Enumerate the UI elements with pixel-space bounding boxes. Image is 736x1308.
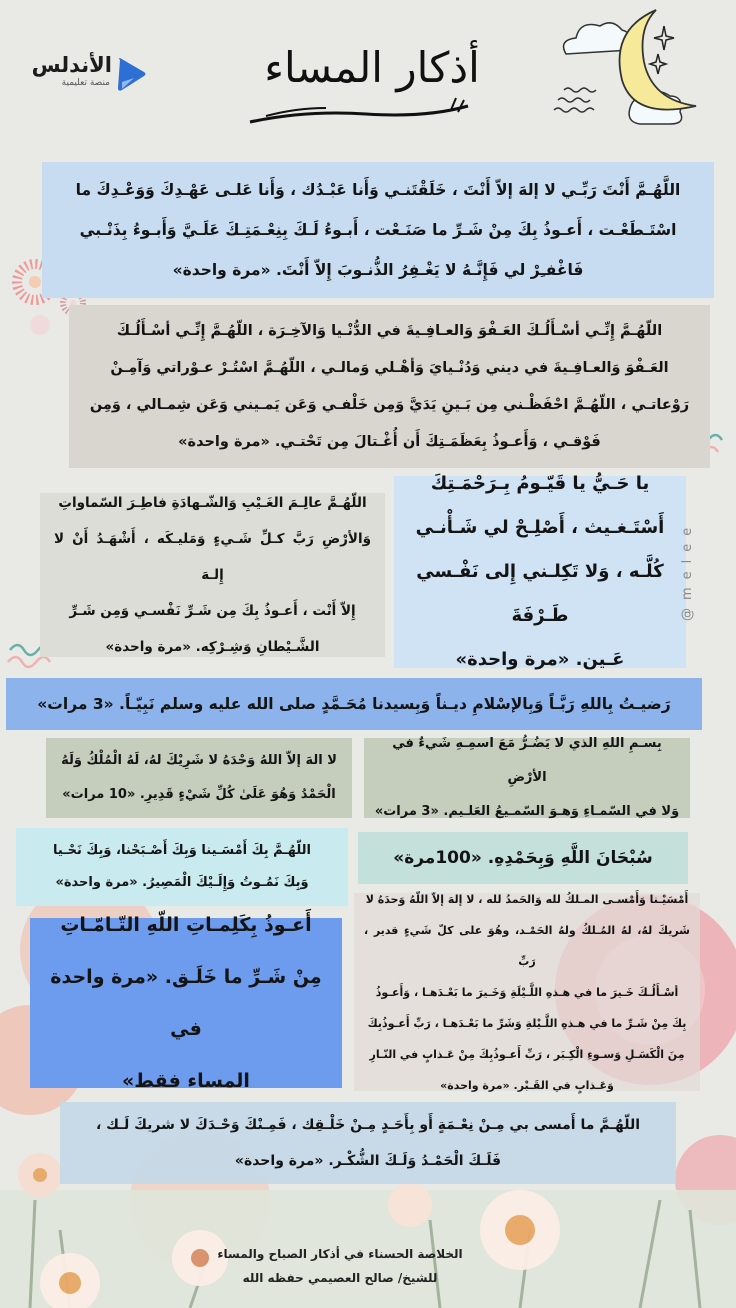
play-icon: [114, 56, 148, 92]
dhikr-line: أَمْسَيْـنا وَأَمْسـى المـلكُ لله وَالحَمدُ لله ، لا إلهَ إلاّ اللّهُ وَحدَهُ لا: [365, 892, 689, 906]
dhikr-line: رَضيـتُ بِاللهِ رَبَّـاً وَبِالإسْلامِ ديـناً وَبِسيدنا مُحَـمَّدٍ صلى الله عليه وسلم نَبِيّـاً. «3 مرات»: [37, 695, 671, 713]
star-icon: [650, 26, 674, 74]
dhikr-line: إِلاّ أَنْت ، أَعـوذُ بِكَ مِن شَـرِّ نَفْسـي وَمِن شَـرِّ: [69, 603, 356, 619]
dhikr-card-ma-amsa-bi-min-nimah: [60, 1102, 676, 1184]
dhikr-line: مِنْ شَـرِّ ما خَلَـق. «مرة واحدة في: [50, 966, 322, 1040]
dhikr-card-afw-wal-afiyah: [69, 305, 710, 468]
dhikr-line: شَريكَ لهُ، لهُ المُـلكُ ولهُ الحَمْـد، وهُوَ على كلّ شَيءٍ قدير ، رَبِّ: [364, 923, 690, 968]
dhikr-line: وَعَـذابٍ في القَـبْر. «مرة واحدة»: [440, 1078, 614, 1092]
wave-lines: [554, 88, 596, 112]
social-handle: @melee: [680, 519, 695, 621]
dhikr-line: فَوْقـي ، وَأَعـوذُ بِعَظَمَـتِكَ أَن أُغْـتالَ مِن تَحْتـي. «مرة واحدة»: [178, 433, 601, 450]
dhikr-card-sayyid-al-istighfar: [42, 162, 714, 298]
brand-name: الأندلس: [31, 53, 112, 77]
dhikr-line: بِسـمِ اللهِ الذي لا يَضُـرُّ مَعَ اسمِـهِ شَيءٌ في الأرْضِ: [392, 736, 662, 785]
dhikr-line: اسْتَـطَعْـت ، أَعـوذُ بِكَ مِنْ شَـرِّ ما صَنَـعْت ، أَبـوءُ لَـكَ بِنِعْـمَتِـكَ عَلَـيَّ وَأَبـوءُ بِذَنْـبي: [79, 221, 677, 239]
source-credit: [180, 1242, 500, 1290]
dhikr-line: اللّهُـمَّ ما أَمسى بي مِـنْ نِعْـمَةٍ أَو بِأَحَـدٍ مِـنْ خَلْـقِك ، فَمِـنْكَ وَحْـدَكَ لا شريكَ لَـك ،: [95, 1117, 641, 1133]
dhikr-line: بِكَ مِنْ شَـرِّ ما في هـذهِ اللَّـيْلةِ وَشَرِّ ما بَعْـدَهـا ، رَبِّ أَعـوذُبِكَ: [367, 1016, 687, 1030]
dhikr-line: رَوْعاتـي ، اللّهُـمَّ احْفَظْـني مِن بَـينِ يَدَيَّ وَمِن خَلْفـي وَعَن يَمـيني وَعَن شِمـالي ، وَمِن: [89, 396, 690, 413]
dhikr-card-amsayna-wa-amsal-mulk: [354, 893, 700, 1091]
dhikr-line: العَـفْوَ وَالعـافِـيةَ في ديني وَدُنْـيايَ وَأهْـلي وَمالـي ، اللّهُـمَّ اسْتُـرْ عـوْراتي وَآمِـنْ: [110, 359, 669, 376]
dhikr-card-audhu-bikalimatillah: [30, 914, 342, 1092]
brand-logo[interactable]: [26, 52, 148, 96]
dhikr-line: الْحَمْدُ وَهُوَ عَلَىٰ كُلِّ شَيْءٍ قَدِيرِ. «10 مرات»: [62, 787, 336, 802]
dhikr-line: فَلَـكَ الْحَمْـدُ وَلَـكَ الشُّكْـر. «مرة واحدة»: [234, 1153, 502, 1169]
brand-tagline: منصة تعليمية: [61, 78, 110, 88]
source-book-title: الخلاصة الحسناء في أذكار الصباح والمساء: [217, 1247, 463, 1261]
dhikr-card-alim-al-ghayb: [40, 493, 385, 657]
dhikr-line: وَلا في السّمـاءِ وَهـوَ السّمـيعُ العَلـيم. «3 مرات»: [374, 804, 680, 819]
dhikr-card-bismillah-alladhi: [364, 738, 690, 818]
dhikr-line: سُبْحَانَ اللَّهِ وَبِحَمْدِهِ. «100مرة»: [393, 848, 653, 868]
dhikr-line: اللّهُـمَّ إِنِّـي أسْـأَلُـكَ العَـفْوَ وَالعـافِـيةَ في الدُّنْـيا وَالآخِـرَة ، اللّهُـمَّ إِنِّـي أسْـأَلُـكَ: [116, 322, 663, 339]
dhikr-line: اللّهُـمَّ عالِـمَ الغَـيْبِ وَالشّـهادَةِ فاطِـرَ السّماواتِ: [58, 495, 367, 511]
dhikr-line: وَبِكَ نَمُـوتُ وَإِلَـيْكَ الْمَصِيرُ. «مرة واحدة»: [55, 875, 309, 890]
dhikr-line: أسْـأَلُـكَ خَـيرَ ما في هـذهِ اللَّـيْلَةِ وَخَـيرَ ما بَعْـدَهـا ، وَأَعـوذُ: [375, 985, 679, 999]
dhikr-line: لا الهَ إلاّ اللهُ وَحْدَهُ لا شَرِيْكَ لهُ، لَهُ الْمُلْكُ وَلَهُ: [61, 753, 337, 768]
dhikr-card-subhanallah-wa-bihamdih: [358, 832, 688, 884]
dhikr-line: أَسْتَـغـيث ، أَصْلِـحْ لي شَـأْنـي: [415, 517, 665, 538]
dhikr-line: عَـين. «مرة واحدة»: [455, 649, 625, 670]
dhikr-line: مِنَ الْكَسَـلِ وَسـوءِ الْكِـبَر ، رَبِّ أَعـوذُبِكَ مِنْ عَـذابٍ في النّـارِ: [369, 1047, 685, 1061]
source-author: للشيخ/ صالح العصيمي حفظه الله: [242, 1271, 438, 1285]
dhikr-line: الشَّـيْطانِ وَشِـرْكِه. «مرة واحدة»: [105, 639, 320, 655]
page-title: أذكار المساء: [264, 43, 480, 92]
dhikr-line: اللّهُـمَّ بِكَ أَمْسَـينا وَبِكَ أَصْـبَحْنا، وَبِكَ نَحْـيا: [53, 843, 311, 858]
dhikr-line: وَالأرْضِ رَبَّ كـلِّ شَـيءٍ وَمَليـكَه ، أَشْهَـدُ أَنْ لا إِلـهَ: [54, 531, 371, 583]
dhikr-line: أَعـوذُ بِكَلِمـاتِ اللّهِ التّـامّـاتِ: [60, 914, 312, 936]
dhikr-line: اللَّهُـمَّ أَنْتَ رَبِّـي لا إلهَ إلاّ أَنْتَ ، خَلَقْتَنـي وَأَنا عَبْـدُك ، وَأَنا عَلـى عَهْـدِكَ وَوَعْـدِكَ ما: [75, 181, 681, 199]
dhikr-line: كُلَّـه ، وَلا تَكِلـني إِلى نَفْـسي طَـرْفَةَ: [416, 561, 664, 626]
dhikr-line: المساء فقط»: [122, 1070, 250, 1092]
crescent-moon-icon: [548, 4, 718, 134]
title-underline-swoosh: [246, 96, 476, 126]
dhikr-card-la-ilaha-illallah: [46, 738, 352, 818]
dhikr-line: فَاغْفـِرْ لي فَإِنَّـهُ لا يَغْـفِرُ الذُّنـوبَ إِلاّ أَنْتَ. «مرة واحدة»: [172, 261, 584, 279]
dhikr-card-ya-hayyu-ya-qayyum: [394, 473, 686, 670]
dhikr-card-raditu-billah: [6, 678, 702, 730]
dhikr-line: يا حَـيُّ يا قَيّـومُ بِـرَحْمَـتِكَ: [430, 473, 650, 494]
dhikr-card-allahumma-bika-amsayna: [16, 828, 348, 906]
